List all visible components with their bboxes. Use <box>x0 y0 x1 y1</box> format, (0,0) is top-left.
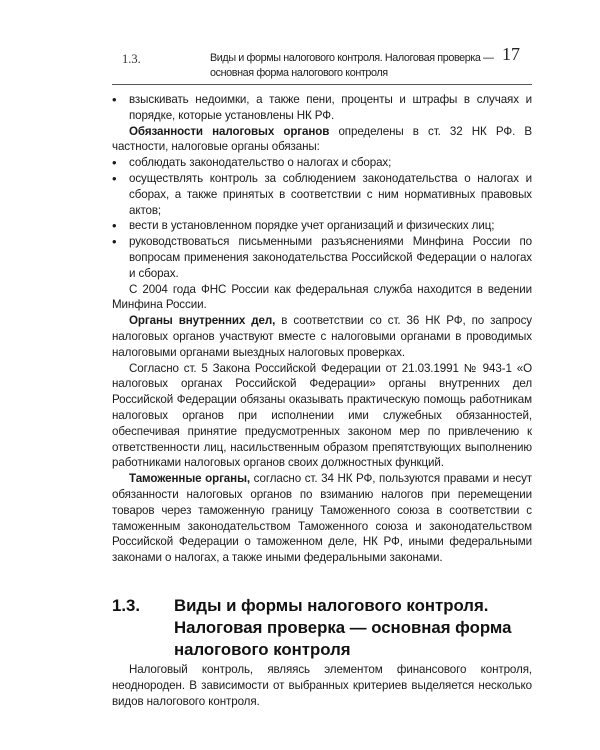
list-item-text: осуществлять контроль за соблюдением законодательства о налогах и сборах, а также принятых в соответствии с ним нормативных правовых актов; <box>129 171 532 217</box>
paragraph-internal-affairs <box>112 313 532 360</box>
section-title: Виды и формы налогового контроля. Налоговая проверка — основная форма налогового контроля <box>174 596 512 659</box>
paragraph-text: в соответствии со ст. 36 НК РФ, по запросу налоговых органов участвуют вместе с налоговыми органами в проводимых налоговыми органами выездных налоговых проверках. <box>112 314 532 359</box>
list-item <box>112 171 532 218</box>
running-head-title: Виды и формы налогового контроля. Налоговая проверка — основная форма налогового контроля <box>210 52 494 79</box>
header-rule <box>112 84 532 85</box>
list-item-text: взыскивать недоимки, а также пени, проценты и штрафы в случаях и порядке, которые установлены НК РФ. <box>129 93 532 122</box>
paragraph-fns: С 2004 года ФНС России как федеральная служба находится в ведении Минфина России. <box>112 282 532 312</box>
list-item <box>112 218 532 234</box>
bullet-icon: • <box>112 218 117 234</box>
paragraph-text: определены в ст. 32 НК РФ. В частности, налоговые органы обязаны: <box>112 124 532 154</box>
bold-term: Таможенные органы, <box>129 472 250 486</box>
paragraph-tax-authority-duties <box>112 124 532 156</box>
main-text <box>112 92 532 566</box>
bold-term: Обязанности налоговых органов <box>129 124 330 138</box>
paragraph-law-article-5: Согласно ст. 5 Закона Российской Федерации от 21.03.1991 № 943-1 «О налоговых органах Российской Федерации» органы внутренних дел Российской Федерации обязаны оказывать практическую помощь работникам налоговых органов при исполнении ими служебных обязанностей, обеспечивая принятие предусмотренных законом мер по привлечению к ответственности лиц, насильственным образом препятствующих выполнению работниками налоговых органов своих должностных функций. <box>112 361 532 470</box>
paragraph-text: согласно ст. 34 НК РФ, пользуются правами и несут обязанности налоговых органов по взиманию налогов при перемещении товаров через таможенную границу Таможенного союза в соответствии с таможенным законодательством Таможенного союза и законодательством Российской Федерации о таможенном деле, НК РФ, иными федеральными законами о налогах, а также иными федеральными законами. <box>112 472 533 565</box>
paragraph-customs <box>112 471 532 566</box>
bold-term: Органы внутренних дел, <box>129 314 276 328</box>
list-item <box>112 155 532 171</box>
list-item-text: соблюдать законодательство о налогах и сборах; <box>129 156 392 170</box>
bullet-icon: • <box>112 234 117 250</box>
paragraph-tax-control: Налоговый контроль, являясь элементом финансового контроля, неоднороден. В зависимости от выбранных критериев выделяется несколько видов налогового контроля. <box>112 663 532 708</box>
bullet-icon: • <box>112 170 117 186</box>
list-item-text: руководствоваться письменными разъяснениями Минфина России по вопросам применения законодательства Российской Федерации о налогах и сборах. <box>129 235 532 280</box>
list-item-text: вести в установленном порядке учет организаций и физических лиц; <box>129 219 495 233</box>
section-number: 1.3. <box>112 596 140 615</box>
running-head <box>112 42 532 90</box>
bullet-icon: • <box>112 155 117 171</box>
bullet-icon: • <box>112 92 117 107</box>
running-head-section: 1.3. <box>122 52 141 66</box>
list-item <box>112 234 532 281</box>
page-number: 17 <box>502 44 520 64</box>
list-item <box>112 92 532 124</box>
section-text <box>112 662 532 709</box>
